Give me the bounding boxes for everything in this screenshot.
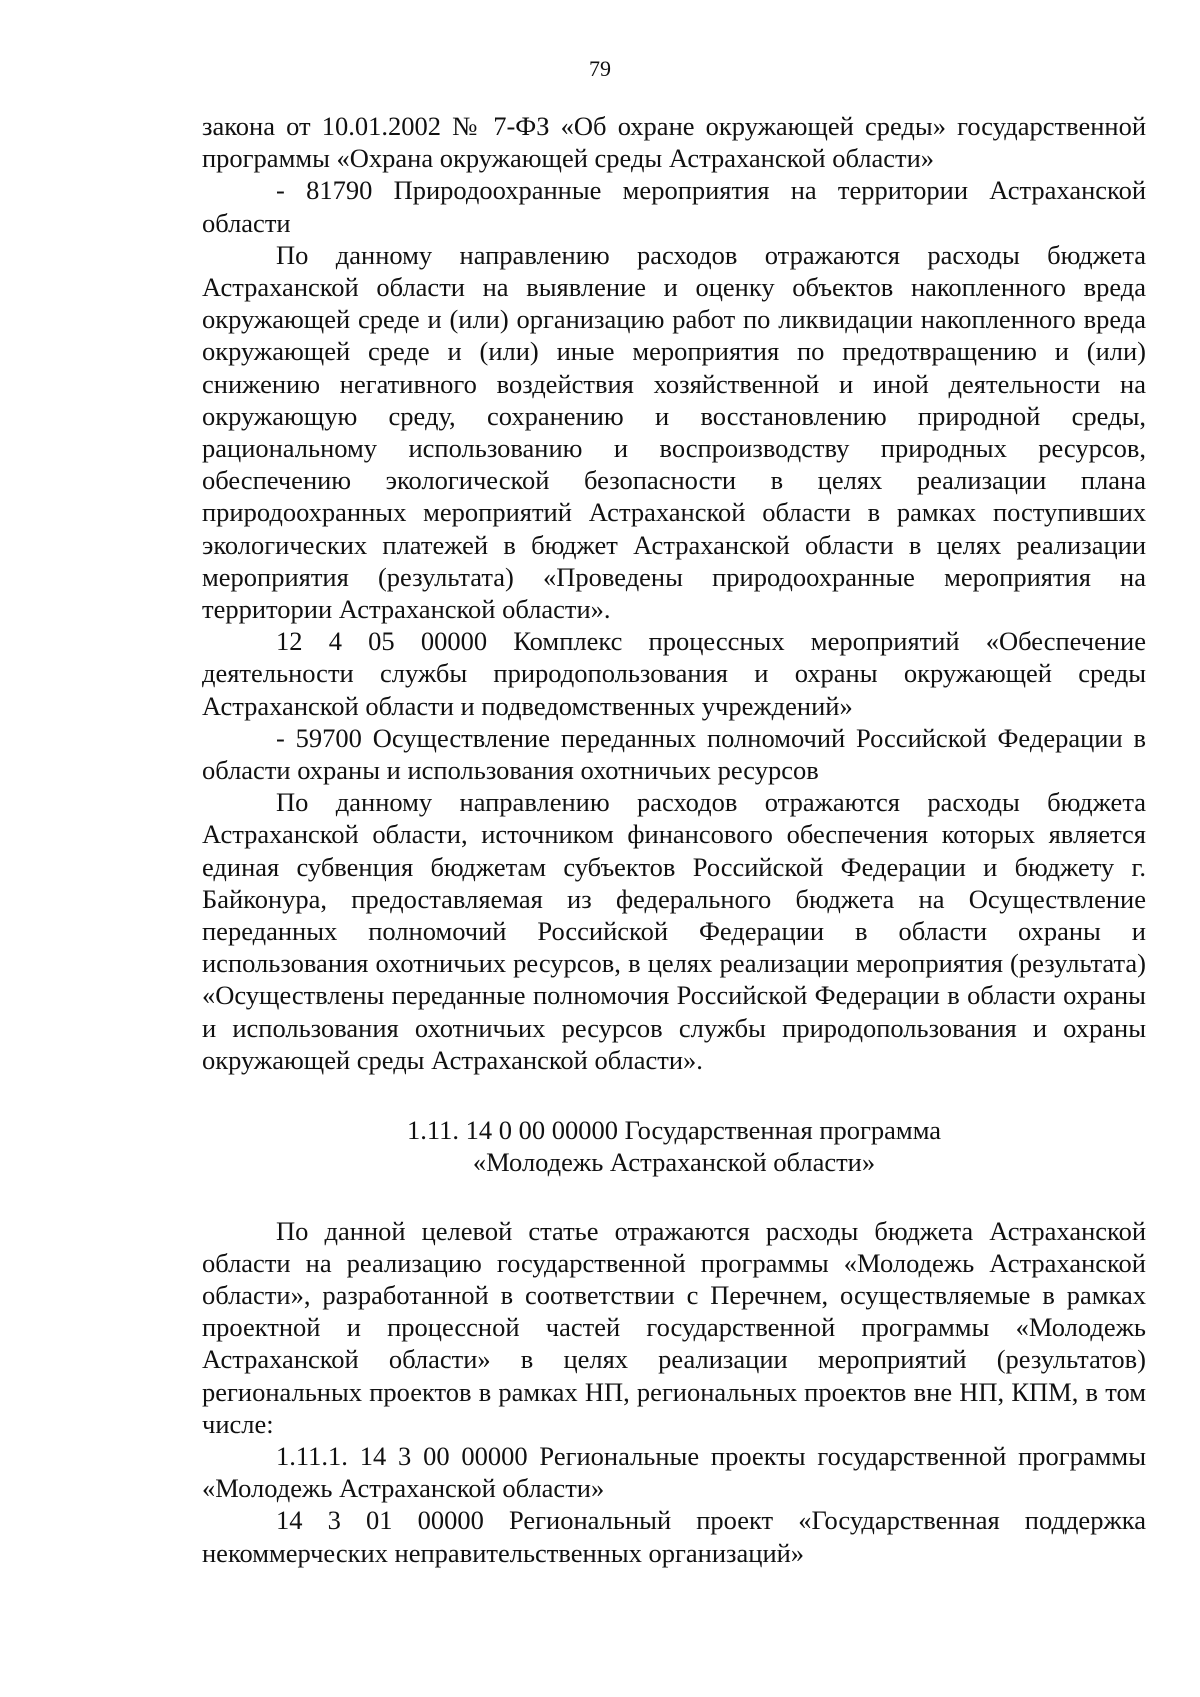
paragraph-youth-program-expenses: По данной целевой статье отражаются расходы бюджета Астраханской области на реализацию государственной программы «Молодежь Астраханской области», разработанной в соответствии с Перечнем, осуществляемые в рамках проектной и процессной частей государственной программы «Молодежь Астраханской области» в целях реализации мероприятий (результатов) региональных проектов в рамках НП, региональных проектов вне НП, КПМ, в том числе: (202, 1215, 1146, 1439)
paragraph-regional-projects: 1.11.1. 14 3 00 00000 Региональные проекты государственной программы «Молодежь Астраханской области» (202, 1440, 1146, 1504)
section-heading-line-1: 1.11. 14 0 00 00000 Государственная программа (406, 1115, 942, 1146)
document-body (202, 110, 1146, 1569)
page-number: 79 (589, 56, 611, 81)
paragraph-code-12-4-05: 12 4 05 00000 Комплекс процессных мероприятий «Обеспечение деятельности службы природопользования и охраны окружающей среды Астраханской области и подведомственных учреждений» (202, 626, 1146, 721)
paragraph-environmental-expenses: По данному направлению расходов отражаются расходы бюджета Астраханской области на выявление и оценку объектов накопленного вреда окружающей среде и (или) организацию работ по ликвидации накопленного вреда окружающей среде и (или) иные мероприятия по предотвращению и (или) снижению негативного воздействия хозяйственной и иной деятельности на окружающую среду, сохранению и восстановлению природной среды, рациональному использованию и воспроизводству природных ресурсов, обеспечению экологической безопасности в целях реализации плана природоохранных мероприятий Астраханской области в рамках поступивших экологических платежей в бюджет Астраханской области в целях реализации мероприятия (результата) «Проведены природоохранные мероприятия на территории Астраханской области». (202, 239, 1146, 625)
paragraph-code-59700: - 59700 Осуществление переданных полномочий Российской Федерации в области охраны и использования охотничьих ресурсов (202, 722, 1146, 786)
section-heading-line-2: «Молодежь Астраханской области» (472, 1147, 876, 1178)
section-heading (202, 1114, 1146, 1178)
paragraph-code-81790: - 81790 Природоохранные мероприятия на территории Астраханской области (202, 175, 1146, 238)
paragraph-hunting-resources-expenses: По данному направлению расходов отражаются расходы бюджета Астраханской области, источником финансового обеспечения которых является единая субвенция бюджетам субъектов Российской Федерации и бюджету г. Байконура, предоставляемая из федерального бюджета на Осуществление переданных полномочий Российской Федерации в области охраны и использования охотничьих ресурсов, в целях реализации мероприятия (результата) «Осуществлены переданные полномочия Российской Федерации в области охраны и использования охотничьих ресурсов службы природопользования и охраны окружающей среды Астраханской области». (202, 787, 1146, 1075)
paragraph-law-reference: закона от 10.01.2002 № 7-ФЗ «Об охране окружающей среды» государственной программы «Охрана окружающей среды Астраханской области» (202, 111, 1146, 174)
paragraph-regional-project-nko: 14 3 01 00000 Региональный проект «Государственная поддержка некоммерческих неправительственных организаций» (202, 1505, 1146, 1568)
